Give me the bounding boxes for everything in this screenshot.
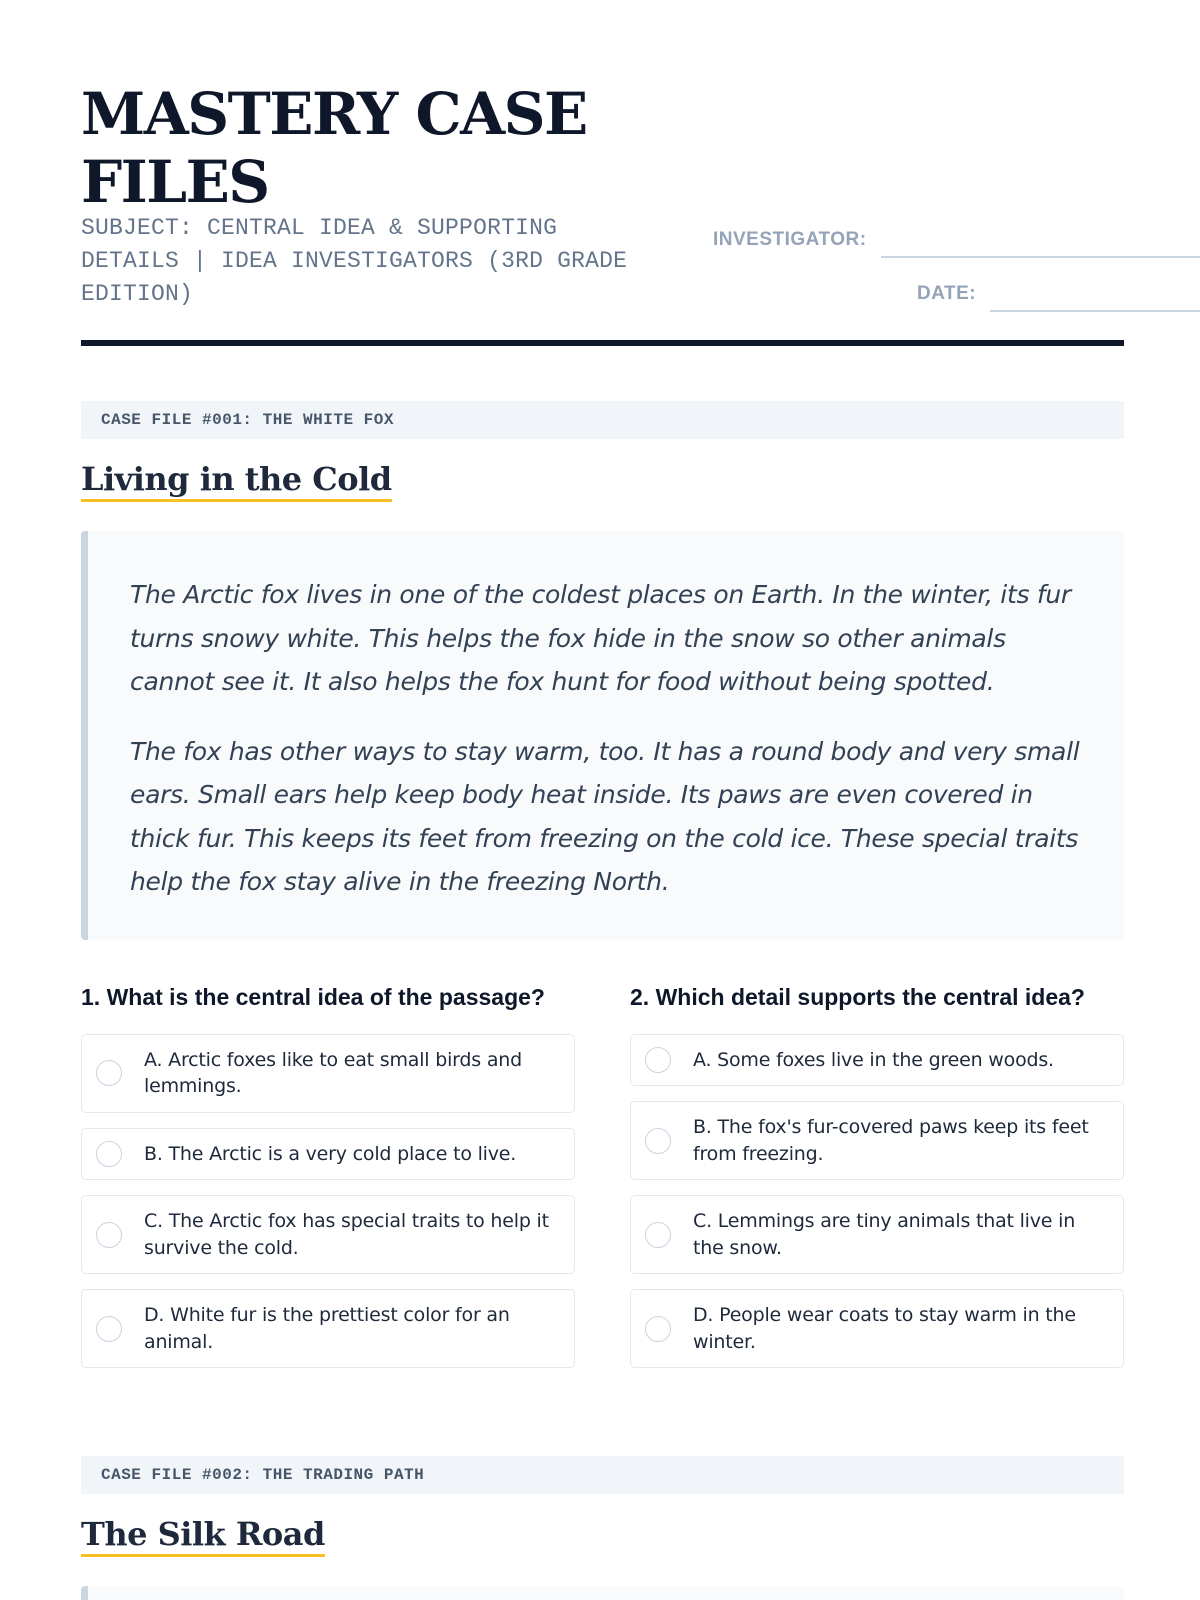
case-file-title: Living in the Cold (81, 459, 392, 502)
date-field[interactable] (990, 288, 1200, 312)
case-file-title: The Silk Road (81, 1514, 325, 1557)
answer-option-d[interactable] (81, 1289, 575, 1368)
option-label: C. The Arctic fox has special traits to help it survive the cold. (144, 1210, 549, 1259)
option-label: A. Arctic foxes like to eat small birds and lemmings. (144, 1048, 522, 1097)
option-label: B. The Arctic is a very cold place to live. (144, 1142, 517, 1165)
answer-option-b[interactable] (81, 1128, 575, 1181)
worksheet-header (81, 0, 1119, 348)
investigator-field[interactable] (881, 234, 1200, 258)
option-label: B. The fox's fur-covered paws keep its feet from freezing. (693, 1116, 1089, 1165)
questions-row (81, 982, 1124, 1384)
answer-option-a[interactable] (81, 1034, 575, 1113)
radio-button[interactable] (96, 1141, 122, 1167)
case-file-tag: CASE FILE #001: THE WHITE FOX (81, 401, 1124, 439)
case-file-1 (81, 401, 1124, 1383)
header-divider (81, 340, 1124, 346)
page-title: MASTERY CASE FILES (81, 80, 587, 216)
passage-paragraph: The fox has other ways to stay warm, too. It has a round body and very small ears. Small ears help keep body heat inside. Its paws are even covered in thick fur. This keeps its feet from freezing on the cold ice. These special traits help the fox stay alive in the freezing North. (130, 736, 1080, 896)
question-1 (81, 982, 575, 1384)
date-label: DATE: (917, 283, 977, 304)
case-file-2 (81, 1456, 1124, 1600)
question-text: 1. What is the central idea of the passage? (81, 983, 545, 1010)
answer-option-c[interactable] (630, 1195, 1124, 1274)
reading-passage (81, 531, 1124, 940)
answer-option-d[interactable] (630, 1289, 1124, 1368)
option-label: D. People wear coats to stay warm in the winter. (693, 1304, 1076, 1353)
reading-passage (81, 1586, 1124, 1600)
radio-button[interactable] (96, 1316, 122, 1342)
radio-button[interactable] (96, 1222, 122, 1248)
radio-button[interactable] (645, 1316, 671, 1342)
passage-paragraph: The Arctic fox lives in one of the coldest places on Earth. In the winter, its fur turns snowy white. This helps the fox hide in the snow so other animals cannot see it. It also helps the fox hunt for food without being spotted. (130, 580, 1071, 696)
option-label: D. White fur is the prettiest color for an animal. (144, 1304, 510, 1353)
answer-option-a[interactable] (630, 1034, 1124, 1087)
radio-button[interactable] (96, 1060, 122, 1086)
option-label: C. Lemmings are tiny animals that live in the snow. (693, 1210, 1076, 1259)
date-row (917, 282, 1200, 306)
question-2 (630, 982, 1124, 1384)
radio-button[interactable] (645, 1222, 671, 1248)
investigator-row (713, 228, 1200, 252)
radio-button[interactable] (645, 1047, 671, 1073)
radio-button[interactable] (645, 1128, 671, 1154)
investigator-label: INVESTIGATOR: (713, 229, 867, 250)
subject-line: SUBJECT: CENTRAL IDEA & SUPPORTING DETAILS | IDEA INVESTIGATORS (3RD GRADE EDITION) (81, 215, 628, 307)
question-text: 2. Which detail supports the central idea? (630, 983, 1085, 1010)
option-label: A. Some foxes live in the green woods. (693, 1048, 1054, 1071)
case-file-tag: CASE FILE #002: THE TRADING PATH (81, 1456, 1124, 1494)
answer-option-b[interactable] (630, 1101, 1124, 1180)
answer-option-c[interactable] (81, 1195, 575, 1274)
